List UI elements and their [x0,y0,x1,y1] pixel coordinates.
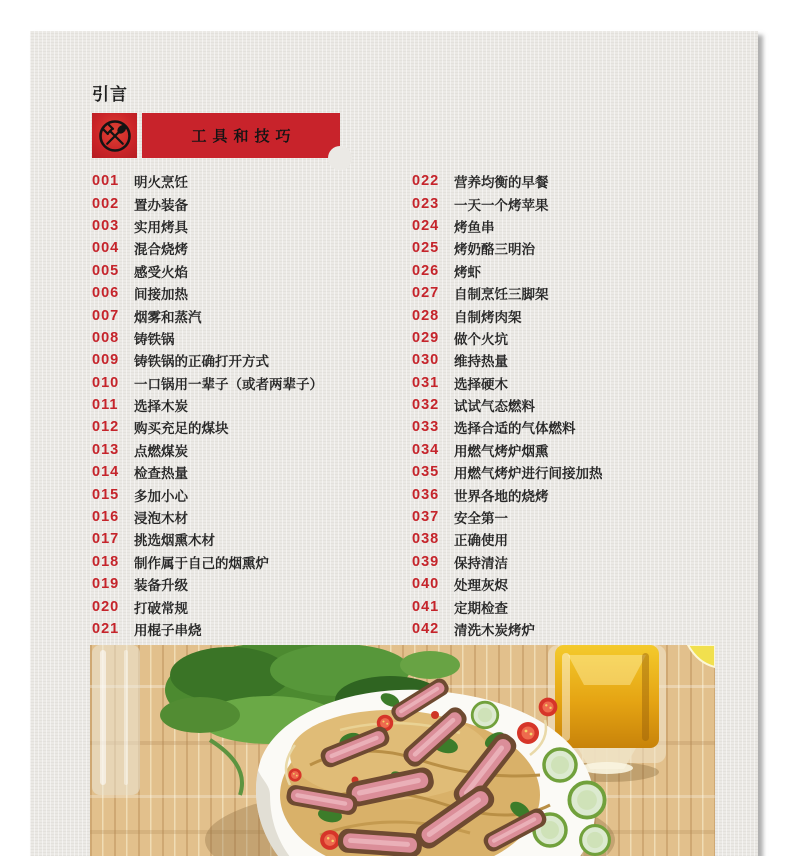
book-page [30,31,758,856]
toc-item [92,192,412,214]
toc-item [412,237,732,259]
toc-item-number: 008 [92,329,120,346]
toc-item [92,528,412,550]
toc-item-label: 定期检查 [454,600,508,616]
chapter-banner-ribbon [142,113,340,158]
toc-item-number: 006 [92,285,120,302]
toc-item [92,170,412,192]
toc-item [92,215,412,237]
toc-item-number: 036 [412,486,440,503]
toc-item-label: 清洗木炭烤炉 [454,623,535,638]
toc-item [412,506,732,528]
toc-item [92,618,412,640]
toc-item-label: 选择硬木 [454,376,508,392]
toc-item-number: 013 [92,441,120,458]
toc-item-number: 002 [92,195,120,212]
toc-item-number: 035 [412,464,440,481]
toc-item-number: 015 [92,486,120,503]
toc-item [412,551,732,573]
toc-item [92,372,412,394]
water-glass [92,645,140,795]
toc-item-number: 004 [92,240,120,257]
toc-item-number: 039 [412,553,440,570]
toc-item-label: 检查热量 [134,466,188,482]
toc-item-number: 042 [412,621,440,637]
toc-item [412,327,732,349]
toc-item-label: 营养均衡的早餐 [454,175,549,191]
toc-item-number: 040 [412,576,440,593]
toc-item-label: 铸铁锅 [134,331,175,347]
toc-item-label: 烟雾和蒸汽 [134,309,202,325]
toc-item-label: 制作属于自己的烟熏炉 [134,555,269,571]
toc-item [412,461,732,483]
toc-item [92,327,412,349]
toc-item-number: 023 [412,195,440,212]
toc-item-number: 025 [412,240,440,257]
toc-item [92,349,412,371]
toc-item-label: 混合烧烤 [134,242,188,258]
toc-item [92,304,412,326]
toc-item-number: 005 [92,262,120,279]
toc-item [412,260,732,282]
toc-item-number: 033 [412,419,440,436]
toc-item-number: 030 [412,352,440,369]
toc-item-label: 一天一个烤苹果 [454,197,549,213]
toc-item-label: 自制烹饪三脚架 [454,287,549,303]
toc-item [92,416,412,438]
section-label: 引言 [92,85,128,104]
toc-column-left [92,170,412,640]
toc-item-number: 007 [92,307,120,324]
toc-item [412,439,732,461]
toc-item-number: 032 [412,397,440,414]
toc-item-number: 017 [92,531,120,548]
toc-item [92,237,412,259]
toc-item-number: 019 [92,576,120,593]
utensils-crossed-icon [92,113,137,158]
toc-item-label: 装备升级 [134,578,188,594]
toc-item [92,595,412,617]
toc-item-number: 038 [412,531,440,548]
toc-item-number: 021 [92,621,120,637]
toc-item-label: 实用烤具 [134,219,188,235]
toc-item [412,528,732,550]
toc-item-label: 点燃煤炭 [134,443,188,459]
toc-item-label: 安全第一 [454,511,508,527]
toc-item-number: 016 [92,509,120,526]
toc-item-label: 多加小心 [134,488,188,504]
toc-item-number: 014 [92,464,120,481]
toc-item-label: 烤鱼串 [454,219,495,235]
toc-item-label: 一口锅用一辈子（或者两辈子） [134,376,323,392]
toc-item-number: 037 [412,509,440,526]
toc-item [412,416,732,438]
toc-item [412,304,732,326]
toc-item-label: 试试气态燃料 [454,399,535,415]
toc-item [412,192,732,214]
toc-item-label: 选择木炭 [134,399,188,415]
chapter-banner [92,113,340,158]
toc-item-label: 购买充足的煤块 [134,421,229,437]
toc-item [412,618,732,640]
toc-item [92,461,412,483]
toc-item [92,573,412,595]
toc-item-number: 022 [412,173,440,190]
toc-item-label: 世界各地的烧烤 [454,488,549,504]
toc-item-label: 处理灰烬 [454,578,508,594]
food-photo [90,645,715,856]
toc-item-number: 024 [412,217,440,234]
toc-item [412,595,732,617]
toc-item-number: 026 [412,262,440,279]
toc-item [412,573,732,595]
toc-item-label: 烤虾 [454,264,481,280]
toc-item-number: 034 [412,441,440,458]
toc-item-label: 用燃气烤炉烟熏 [454,443,549,459]
toc-item [412,349,732,371]
toc-item-number: 001 [92,173,120,190]
toc-item-label: 烤奶酪三明治 [454,242,535,258]
toc-item-label: 维持热量 [454,354,508,370]
toc-item-number: 012 [92,419,120,436]
toc-item [412,282,732,304]
toc-item [92,551,412,573]
toc-item [92,439,412,461]
toc-item-label: 间接加热 [134,287,188,303]
toc-item-label: 做个火坑 [454,331,508,347]
toc-item-label: 感受火焰 [134,264,188,280]
toc-item-label: 保持清洁 [454,555,508,571]
toc-item-number: 031 [412,374,440,391]
toc-item-number: 010 [92,374,120,391]
toc-item-number: 028 [412,307,440,324]
toc-item [92,483,412,505]
toc-item [92,260,412,282]
toc-item-label: 选择合适的气体燃料 [454,421,576,437]
toc-item-label: 用燃气烤炉进行间接加热 [454,466,603,482]
toc-item [92,394,412,416]
toc-item-number: 011 [92,397,119,414]
toc-item-label: 铸铁锅的正确打开方式 [134,354,269,370]
toc-item [412,483,732,505]
toc-item-number: 020 [92,598,120,615]
toc-item-number: 041 [412,598,440,615]
toc-item-label: 浸泡木材 [134,511,188,527]
toc-item-label: 明火烹饪 [134,175,188,191]
toc-item-label: 用棍子串烧 [134,623,202,638]
toc-item [92,506,412,528]
toc-item [412,372,732,394]
toc-item-label: 自制烤肉架 [454,309,522,325]
toc-item-label: 挑选烟熏木材 [134,533,215,549]
toc-item-number: 029 [412,329,440,346]
toc-item [412,215,732,237]
toc-column-right [412,170,732,640]
toc-item [412,170,732,192]
toc-item-label: 置办装备 [134,197,188,213]
toc-item-number: 003 [92,217,120,234]
toc-item-label: 打破常规 [134,600,188,616]
toc-item-label: 正确使用 [454,533,508,549]
toc-item [412,394,732,416]
toc-item-number: 009 [92,352,120,369]
chapter-title: 工具和技巧 [191,128,297,145]
toc-item [92,282,412,304]
toc-item-number: 027 [412,285,440,302]
toc-item-number: 018 [92,553,120,570]
